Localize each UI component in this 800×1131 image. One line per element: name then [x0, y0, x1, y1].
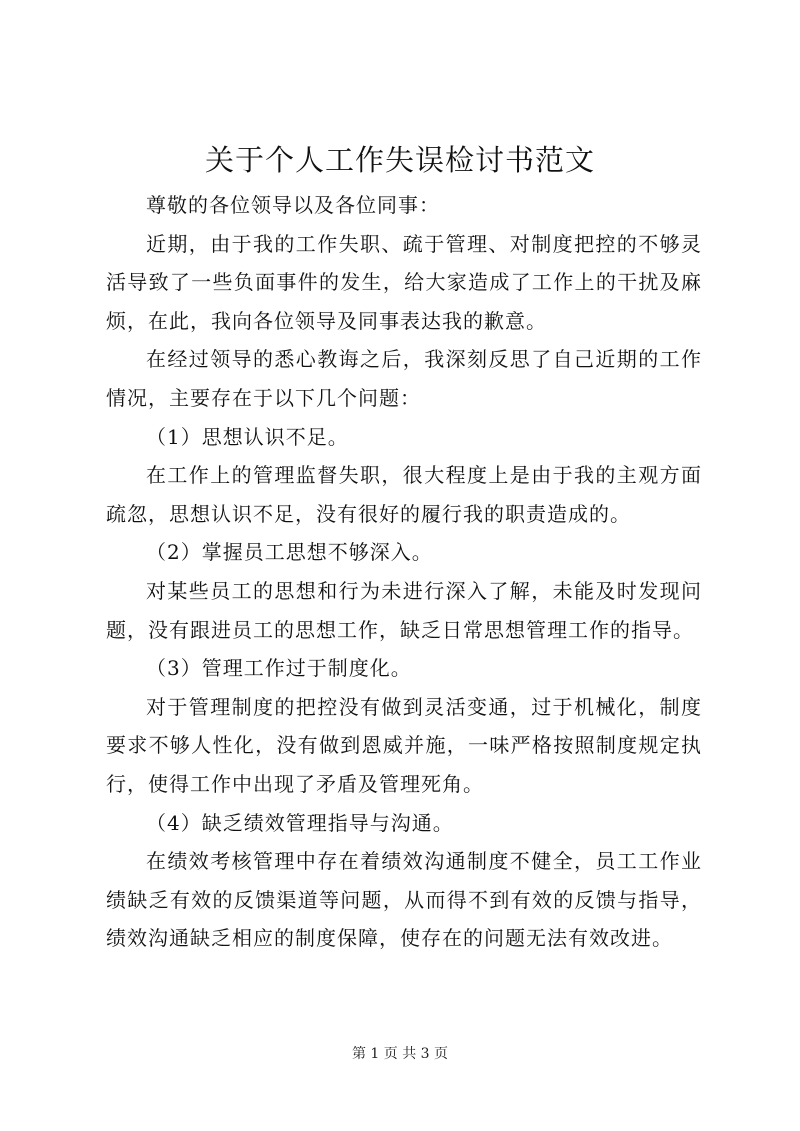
reflection-paragraph: 在经过领导的悉心教诲之后，我深刻反思了自己近期的工作情况，主要存在于以下几个问题： [106, 347, 702, 410]
issue-detail-2: 对某些员工的思想和行为未进行深入了解，未能及时发现问题，没有跟进员工的思想工作，缺乏日常思想管理工作的指导。 [106, 578, 702, 642]
issue-detail-3: 对于管理制度的把控没有做到灵活变通，过于机械化，制度要求不够人性化，没有做到恩威并施，一味严格按照制度规定执行，使得工作中出现了矛盾及管理死角。 [106, 694, 702, 796]
issue-heading-3: （3）管理工作过于制度化。 [146, 656, 412, 681]
issue-heading-1: （1）思想认识不足。 [146, 424, 349, 449]
issue-detail-1: 在工作上的管理监督失职，很大程度上是由于我的主观方面疏忽，思想认识不足，没有很好的履行我的职责造成的。 [106, 463, 702, 526]
salutation: 尊敬的各位领导以及各位同事： [146, 193, 440, 217]
document-body [106, 186, 702, 958]
issue-detail-4: 在绩效考核管理中存在着绩效沟通制度不健全，员工工作业绩缺乏有效的反馈渠道等问题，从而得不到有效的反馈与指导，绩效沟通缺乏相应的制度保障，使存在的问题无法有效改进。 [106, 849, 702, 951]
page-number-footer: 第 1 页 共 3 页 [351, 1046, 449, 1062]
issue-heading-4: （4）缺乏绩效管理指导与沟通。 [146, 810, 454, 835]
document-title: 关于个人工作失误检讨书范文 [204, 143, 595, 177]
issue-heading-2: （2）掌握员工思想不够深入。 [146, 540, 433, 565]
apology-paragraph: 近期，由于我的工作失职、疏于管理、对制度把控的不够灵活导致了一些负面事件的发生，给大家造成了工作上的干扰及麻烦，在此，我向各位领导及同事表达我的歉意。 [106, 231, 702, 333]
